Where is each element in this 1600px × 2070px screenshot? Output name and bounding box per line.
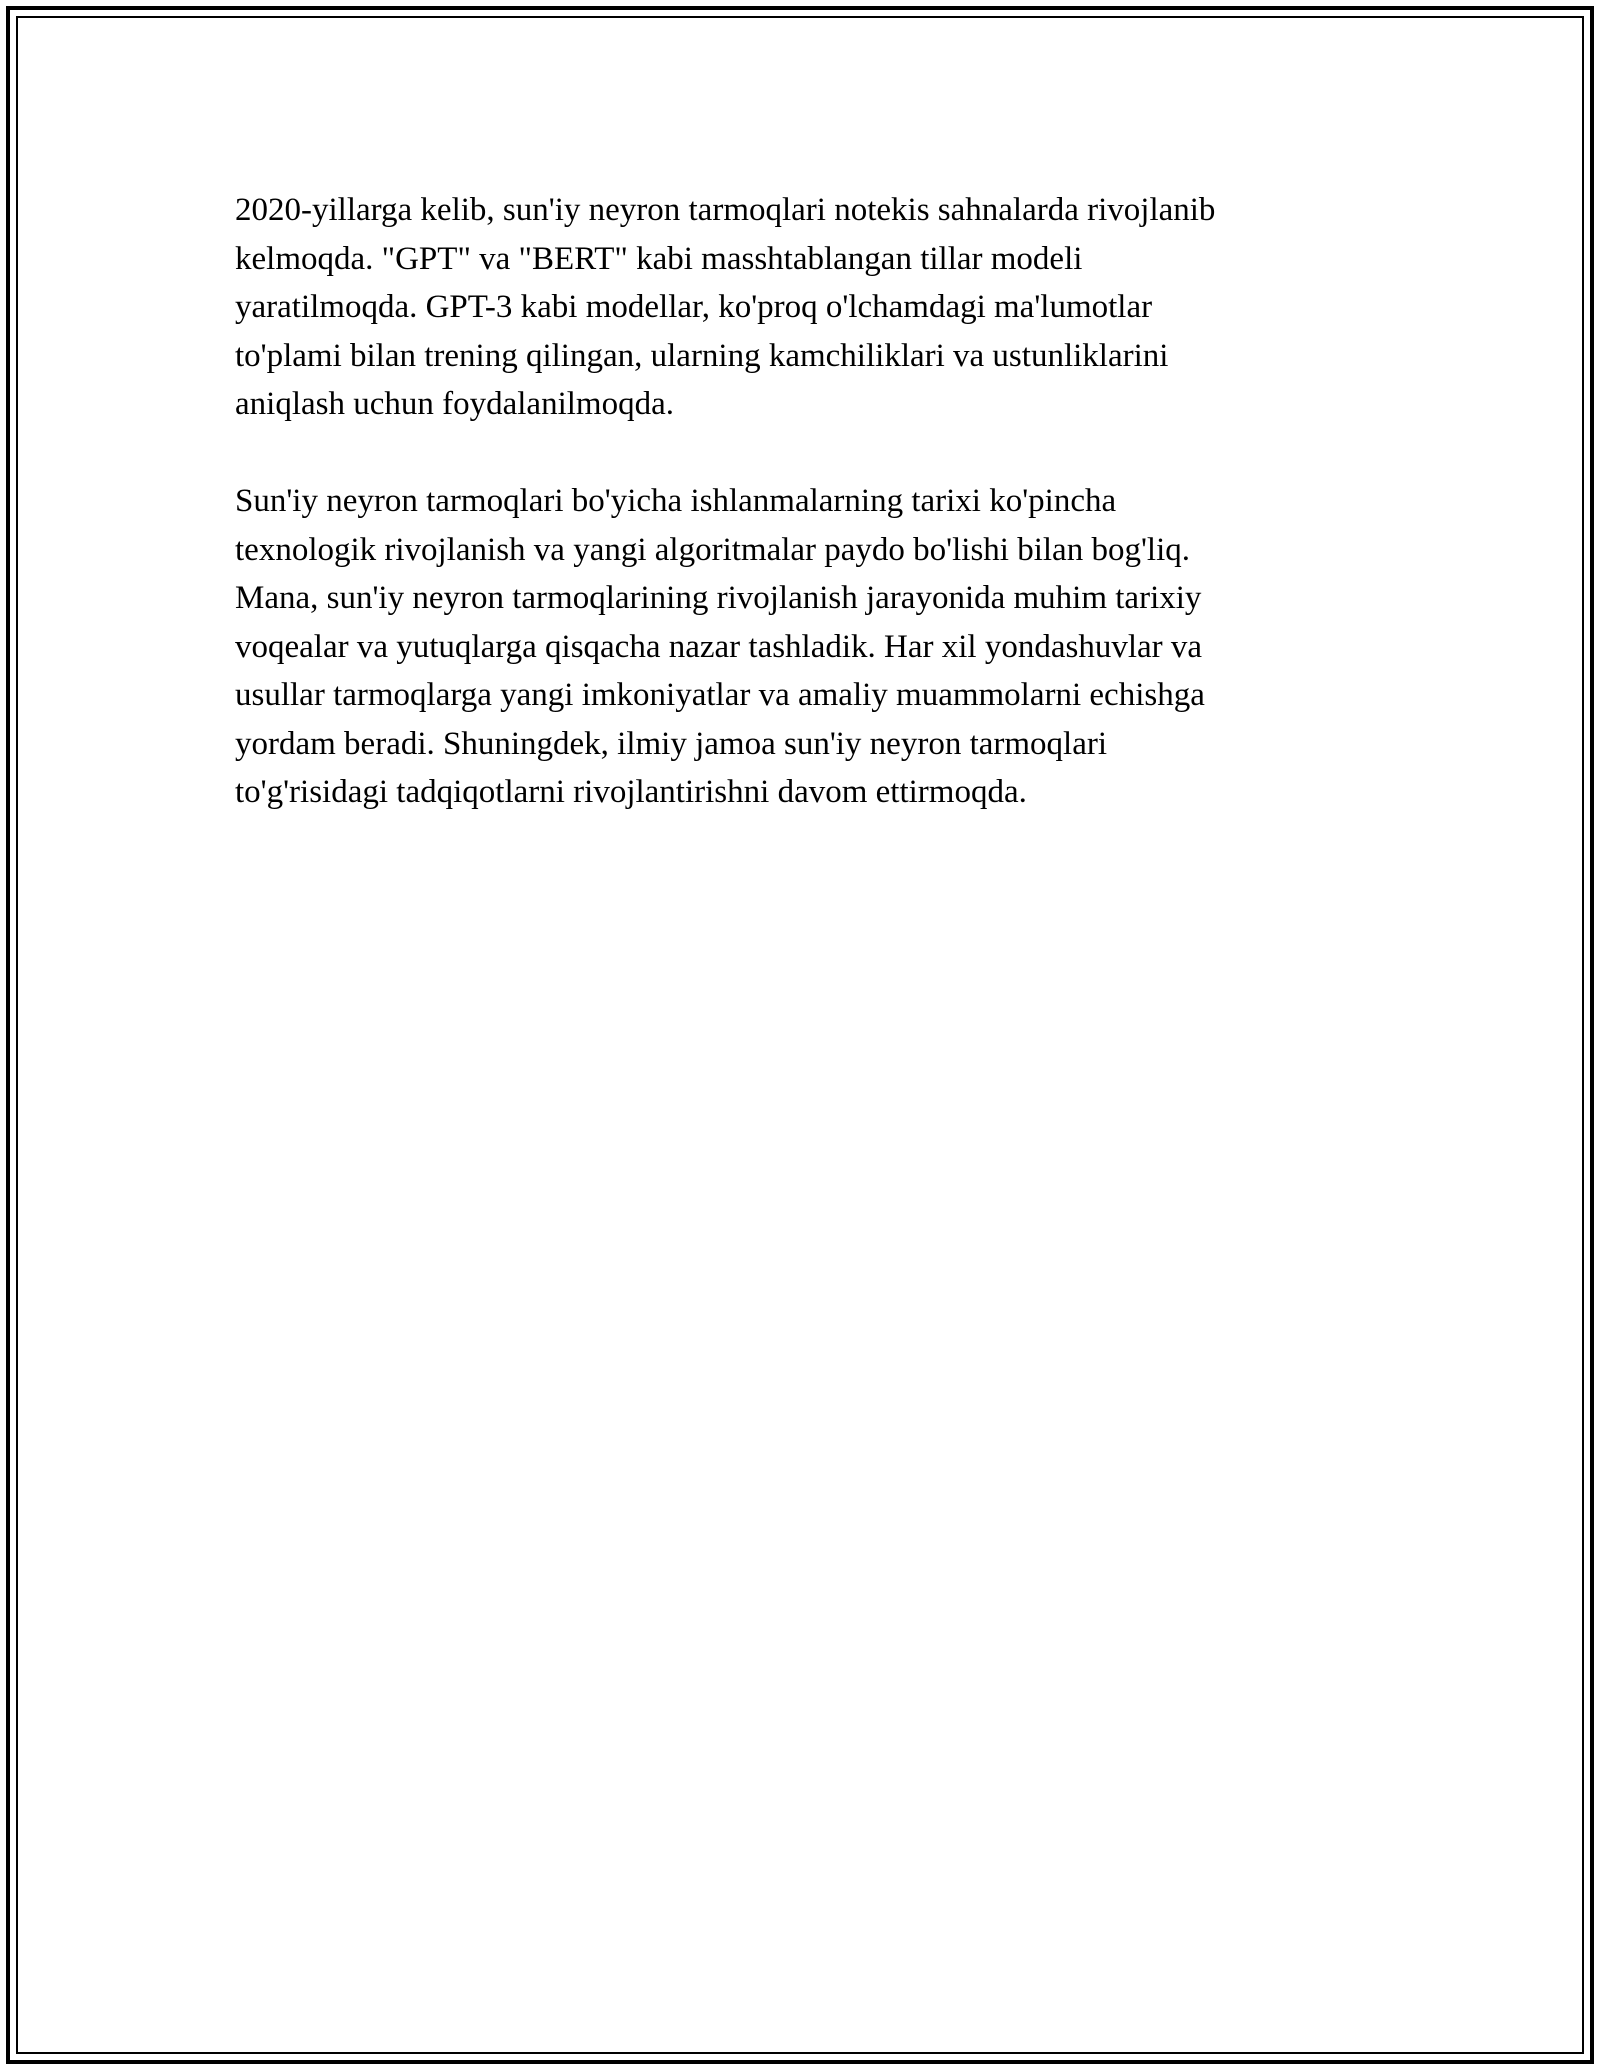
text-line: to'plami bilan trening qilingan, ularning kamchiliklari va ustunliklarini bbox=[235, 337, 1169, 374]
text-line: Sun'iy neyron tarmoqlari bo'yicha ishlanmalarning tarixi ko'pincha bbox=[235, 483, 1117, 519]
paragraph-1 bbox=[235, 186, 1365, 429]
text-line: aniqlash uchun foydalanilmoqda. bbox=[235, 386, 674, 422]
document-body bbox=[235, 186, 1365, 865]
text-line: kelmoqda. "GPT" va "BERT" kabi masshtablangan tillar modeli bbox=[235, 240, 1083, 277]
text-line: Mana, sun'iy neyron tarmoqlarining rivojlanish jarayonida muhim tarixiy bbox=[235, 580, 1202, 616]
text-line: yaratilmoqda. GPT-3 kabi modellar, ko'proq o'lchamdagi ma'lumotlar bbox=[235, 289, 1153, 325]
paragraph-2 bbox=[235, 477, 1365, 817]
text-line: usullar tarmoqlarga yangi imkoniyatlar va amaliy muammolarni echishga bbox=[235, 677, 1205, 713]
text-line: yordam beradi. Shuningdek, ilmiy jamoa sun'iy neyron tarmoqlari bbox=[235, 725, 1108, 762]
text-line: 2020-yillarga kelib, sun'iy neyron tarmoqlari notekis sahnalarda rivojlanib bbox=[235, 192, 1216, 228]
text-line: voqealar va yutuqlarga qisqacha nazar tashladik. Har xil yondashuvlar va bbox=[235, 628, 1203, 665]
text-line: texnologik rivojlanish va yangi algoritmalar paydo bo'lishi bilan bog'liq. bbox=[235, 531, 1190, 568]
text-line: to'g'risidagi tadqiqotlarni rivojlantirishni davom ettirmoqda. bbox=[235, 774, 1027, 810]
